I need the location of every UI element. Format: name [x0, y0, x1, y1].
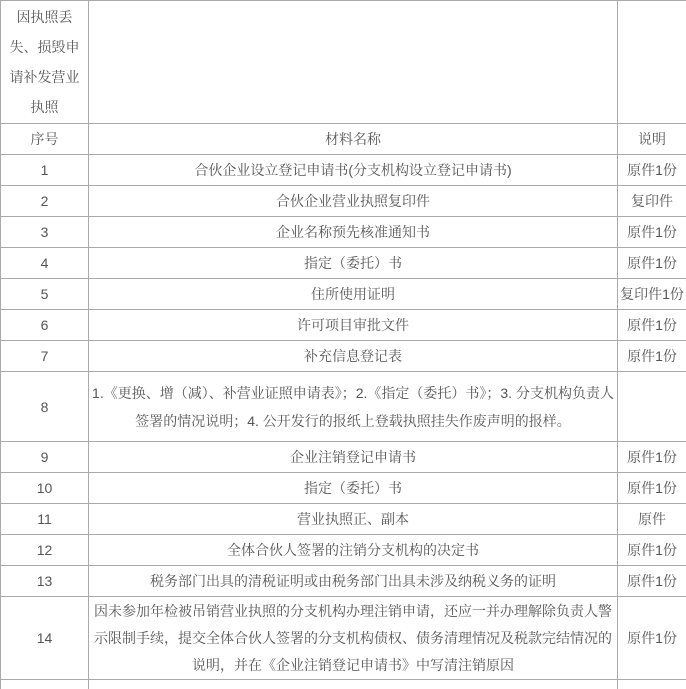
material-name-cell: 全体合伙人签署的注销分支机构的决定书 [89, 535, 618, 566]
header-row [1, 124, 686, 155]
table-row [1, 186, 686, 217]
category-row [1, 1, 686, 124]
note-cell: 原件1份 [618, 248, 686, 279]
partial-empty-name-cell [89, 680, 618, 689]
row-number-cell: 13 [1, 566, 89, 597]
header-name-cell: 材料名称 [89, 124, 618, 155]
partial-empty-no-cell [1, 680, 89, 689]
note-cell: 原件1份 [618, 473, 686, 504]
category-label-cell: 因执照丢失、损毁申请补发营业执照 [1, 1, 89, 124]
note-cell: 复印件 [618, 186, 686, 217]
row-number-cell: 8 [1, 372, 89, 442]
note-cell: 原件1份 [618, 217, 686, 248]
row-number-cell: 7 [1, 341, 89, 372]
table-row [1, 504, 686, 535]
table-row [1, 310, 686, 341]
table-row [1, 566, 686, 597]
note-cell: 原件1份 [618, 442, 686, 473]
row-number-cell: 14 [1, 597, 89, 680]
table-row [1, 597, 686, 680]
category-empty-right-cell [618, 1, 686, 124]
row-number-cell: 11 [1, 504, 89, 535]
note-cell: 原件 [618, 504, 686, 535]
material-name-cell: 因未参加年检被吊销营业执照的分支机构办理注销申请，还应一并办理解除负责人警示限制手续，提交全体合伙人签署的分支机构债权、债务清理情况及税款完结情况的说明，并在《企业注销登记申请书》中写清注销原因 [89, 597, 618, 680]
material-name-cell: 企业注销登记申请书 [89, 442, 618, 473]
material-name-cell: 许可项目审批文件 [89, 310, 618, 341]
row-number-cell: 2 [1, 186, 89, 217]
table-row [1, 217, 686, 248]
table-row [1, 442, 686, 473]
note-cell: 原件1份 [618, 535, 686, 566]
material-name-cell: 合伙企业设立登记申请书(分支机构设立登记申请书) [89, 155, 618, 186]
note-cell: 复印件1份 [618, 279, 686, 310]
material-name-cell: 营业执照正、副本 [89, 504, 618, 535]
row-number-cell: 1 [1, 155, 89, 186]
header-note-cell: 说明 [618, 124, 686, 155]
row-number-cell: 12 [1, 535, 89, 566]
note-cell [618, 372, 686, 442]
note-cell: 原件1份 [618, 310, 686, 341]
table-row [1, 279, 686, 310]
note-cell: 原件1份 [618, 341, 686, 372]
table-row [1, 341, 686, 372]
table-row [1, 248, 686, 279]
material-name-cell: 住所使用证明 [89, 279, 618, 310]
material-name-cell: 合伙企业营业执照复印件 [89, 186, 618, 217]
row-number-cell: 9 [1, 442, 89, 473]
note-cell: 原件1份 [618, 597, 686, 680]
row-number-cell: 10 [1, 473, 89, 504]
table-row [1, 473, 686, 504]
note-cell: 原件1份 [618, 566, 686, 597]
table-row [1, 535, 686, 566]
material-name-cell: 1.《更换、增（减）、补营业证照申请表》；2.《指定（委托）书》；3. 分支机构负责人签署的情况说明；4. 公开发行的报纸上登载执照挂失作废声明的报样。 [89, 372, 618, 442]
material-name-cell: 税务部门出具的清税证明或由税务部门出具未涉及纳税义务的证明 [89, 566, 618, 597]
table-row [1, 155, 686, 186]
note-cell: 原件1份 [618, 155, 686, 186]
category-empty-middle-cell [89, 1, 618, 124]
partial-empty-note-cell [618, 680, 686, 689]
material-name-cell: 指定（委托）书 [89, 248, 618, 279]
partial-next-row [1, 680, 686, 689]
material-name-cell: 企业名称预先核准通知书 [89, 217, 618, 248]
material-name-cell: 补充信息登记表 [89, 341, 618, 372]
header-no-cell: 序号 [1, 124, 89, 155]
row-number-cell: 5 [1, 279, 89, 310]
row-number-cell: 4 [1, 248, 89, 279]
material-name-cell: 指定（委托）书 [89, 473, 618, 504]
table-row [1, 372, 686, 442]
row-number-cell: 6 [1, 310, 89, 341]
row-number-cell: 3 [1, 217, 89, 248]
